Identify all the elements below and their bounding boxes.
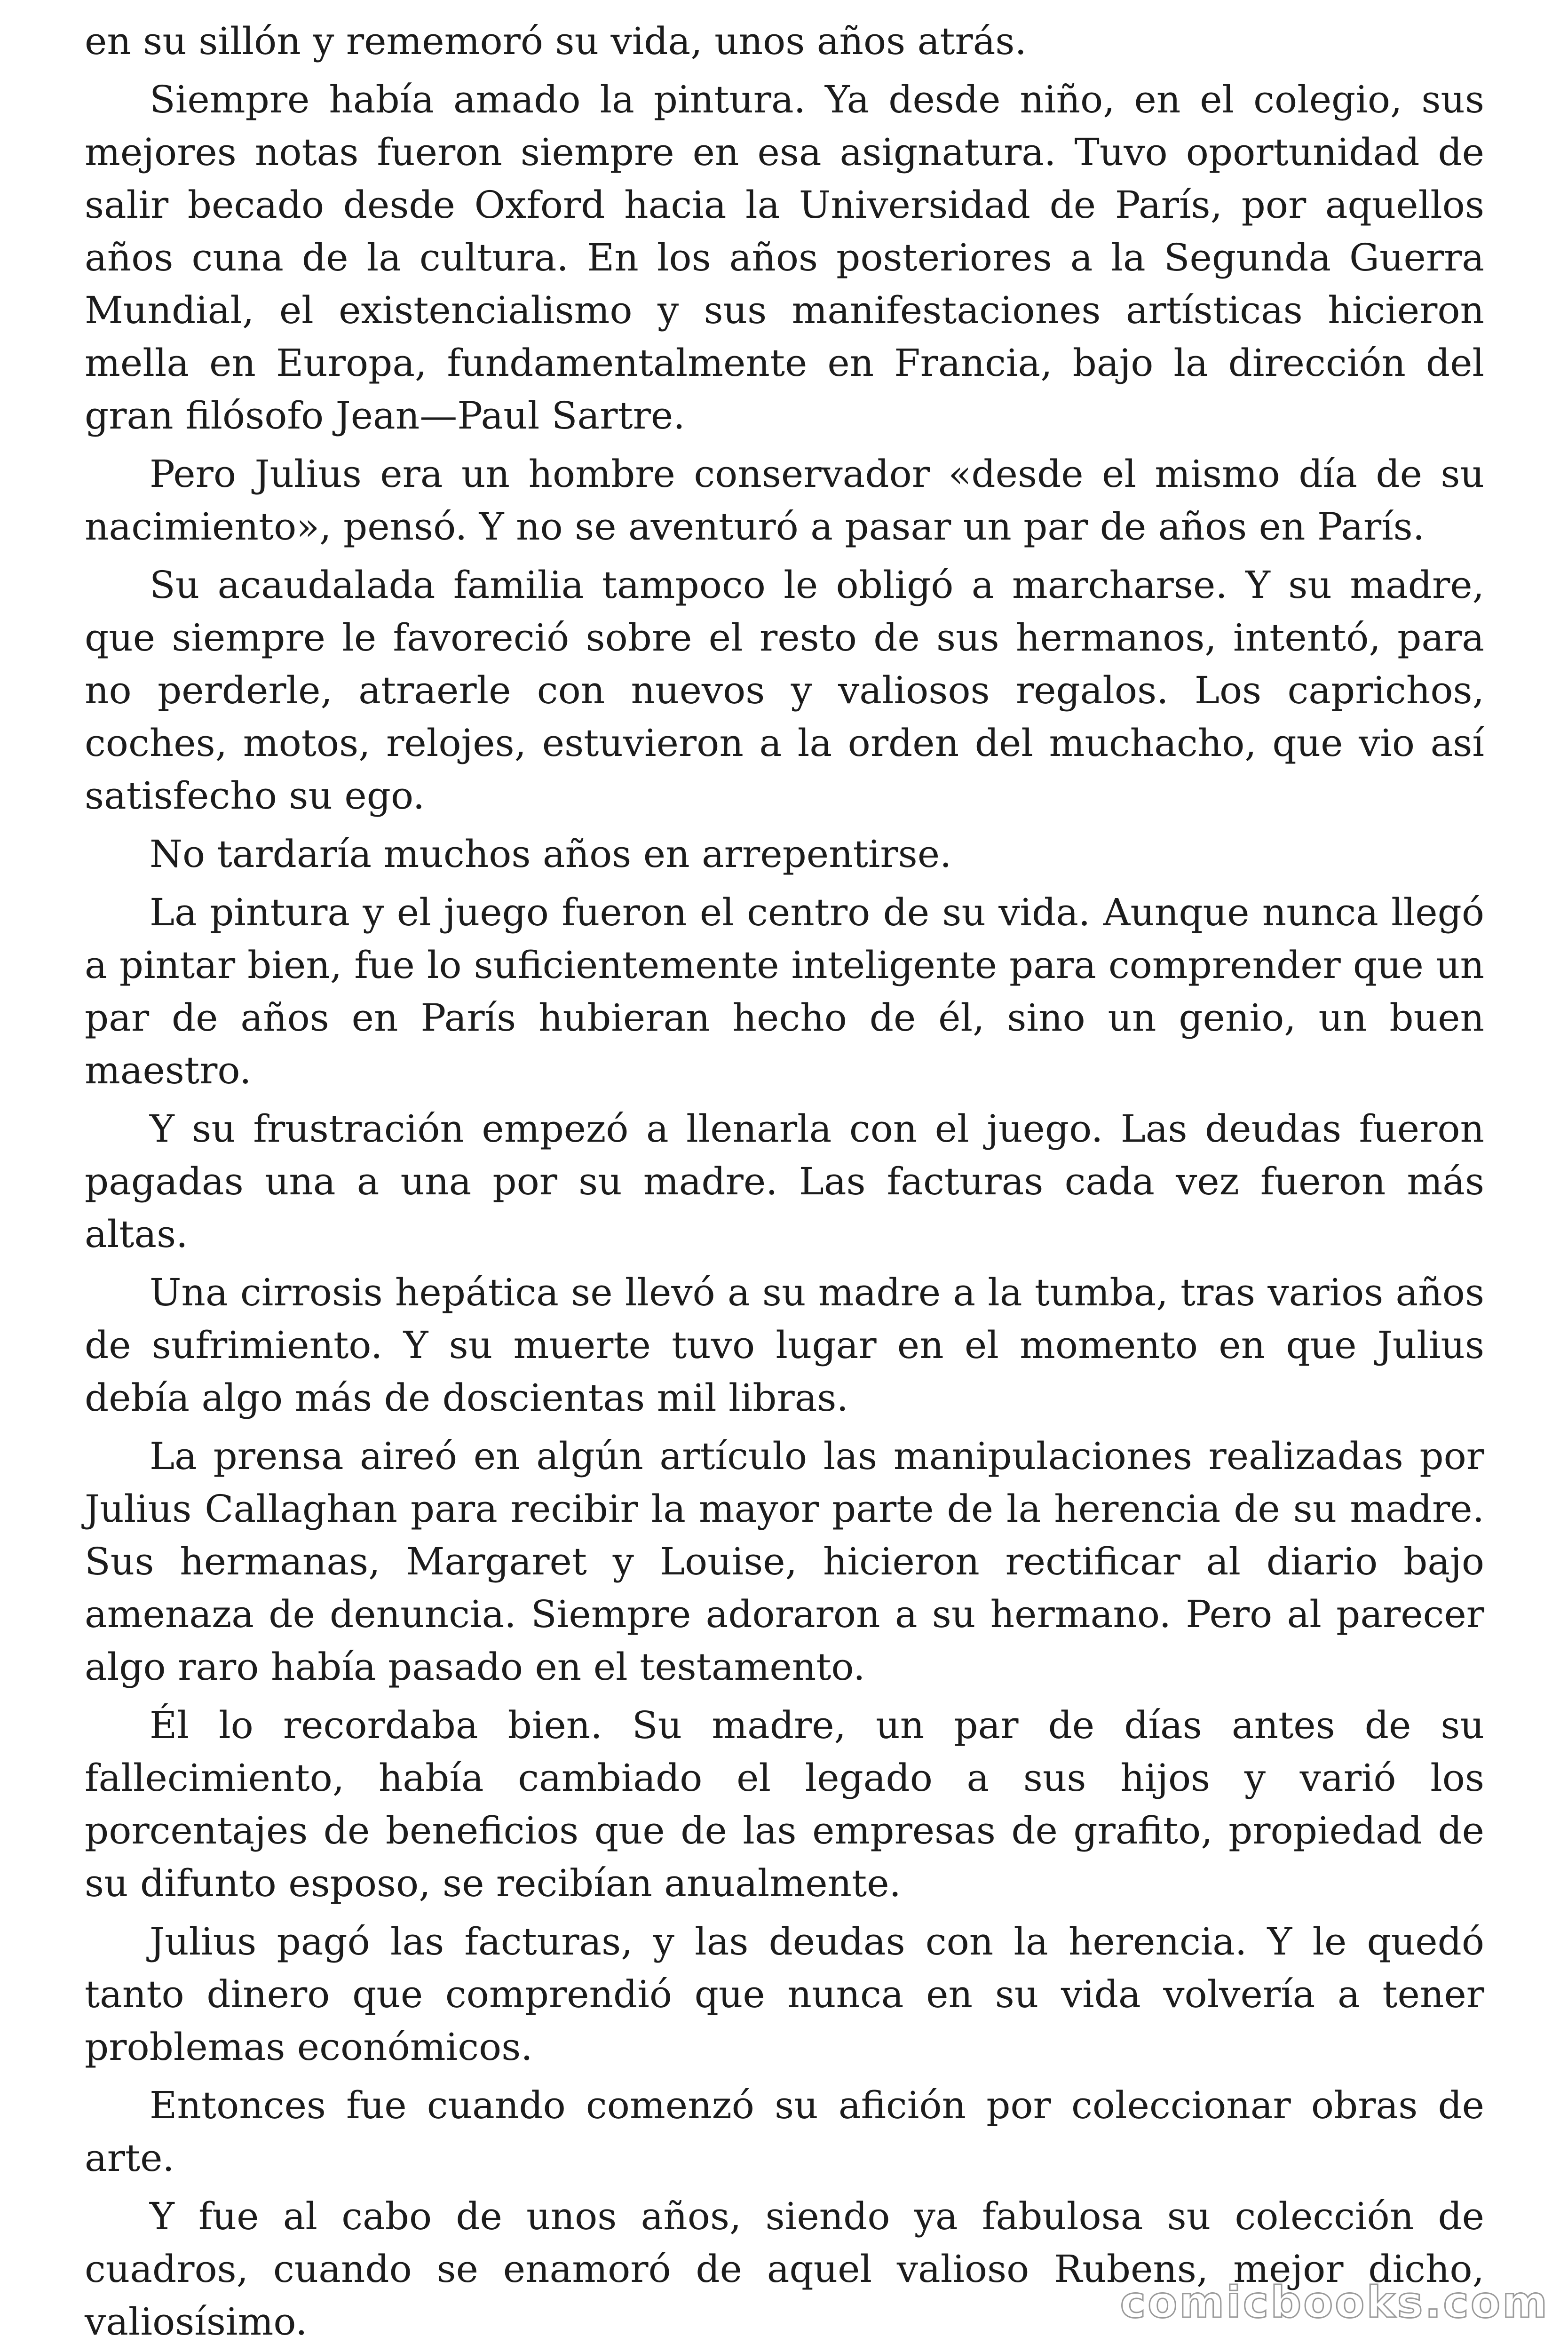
book-page [85,15,1484,2352]
paragraph-4: Su acaudalada familia tampoco le obligó a marcharse. Y su madre, que siempre le favoreció sobre el resto de sus hermanos, intentó, para no perderle, atraerle con nuevos y valiosos regalos. Los caprichos, coches, motos, relojes, estuvieron a la orden del muchacho, que vio así satisfecho su ego. [85,563,1484,818]
paragraph-2: Siempre había amado la pintura. Ya desde niño, en el colegio, sus mejores notas fueron siempre en esa asignatura. Tuvo oportunidad de salir becado desde Oxford hacia la Universidad de París, por aquellos años cuna de la cultura. En los años posteriores a la Segunda Guerra Mundial, el existencialismo y sus manifestaciones artísticas hicieron mella en Europa, fundamentalmente en Francia, bajo la dirección del gran filósofo Jean—Paul Sartre. [85,78,1484,437]
paragraph-12: Entonces fue cuando comenzó su afición por coleccionar obras de arte. [85,2083,1484,2180]
paragraph-1: en su sillón y rememoró su vida, unos años atrás. [85,19,1027,63]
paragraph-5: No tardaría muchos años en arrepentirse. [150,832,952,876]
paragraph-9: La prensa aireó en algún artículo las manipulaciones realizadas por Julius Callaghan para recibir la mayor parte de la herencia de su madre. Sus hermanas, Margaret y Louise, hicieron rectificar al diario bajo amenaza de denuncia. Siempre adoraron a su hermano. Pero al parecer algo raro había pasado en el testamento. [85,1434,1484,1689]
paragraph-13: Y fue al cabo de unos años, siendo ya fabulosa su colección de cuadros, cuando se enamoró de aquel valioso Rubens, mejor dicho, valiosísimo. [85,2194,1484,2344]
paragraph-10: Él lo recordaba bien. Su madre, un par de días antes de su fallecimiento, había cambiado el legado a sus hijos y varió los porcentajes de beneficios que de las empresas de grafito, propiedad de su difunto esposo, se recibían anualmente. [85,1703,1484,1905]
paragraph-8: Una cirrosis hepática se llevó a su madre a la tumba, tras varios años de sufrimiento. Y su muerte tuvo lugar en el momento en que Julius debía algo más de doscientas mil libras. [85,1271,1484,1420]
paragraph-3: Pero Julius era un hombre conservador «desde el mismo día de su nacimiento», pensó. Y no se aventuró a pasar un par de años en París. [85,452,1484,548]
paragraph-6: La pintura y el juego fueron el centro de su vida. Aunque nunca llegó a pintar bien, fue lo suficientemente inteligente para comprender que un par de años en París hubieran hecho de él, sino un genio, un buen maestro. [85,890,1484,1092]
paragraph-11: Julius pagó las facturas, y las deudas con la herencia. Y le quedó tanto dinero que comprendió que nunca en su vida volvería a tener problemas económicos. [85,1920,1484,2069]
paragraph-7: Y su frustración empezó a llenarla con el juego. Las deudas fueron pagadas una a una por su madre. Las facturas cada vez fueron más altas. [85,1107,1484,1256]
watermark: comicbooks.com [1120,2277,1549,2328]
